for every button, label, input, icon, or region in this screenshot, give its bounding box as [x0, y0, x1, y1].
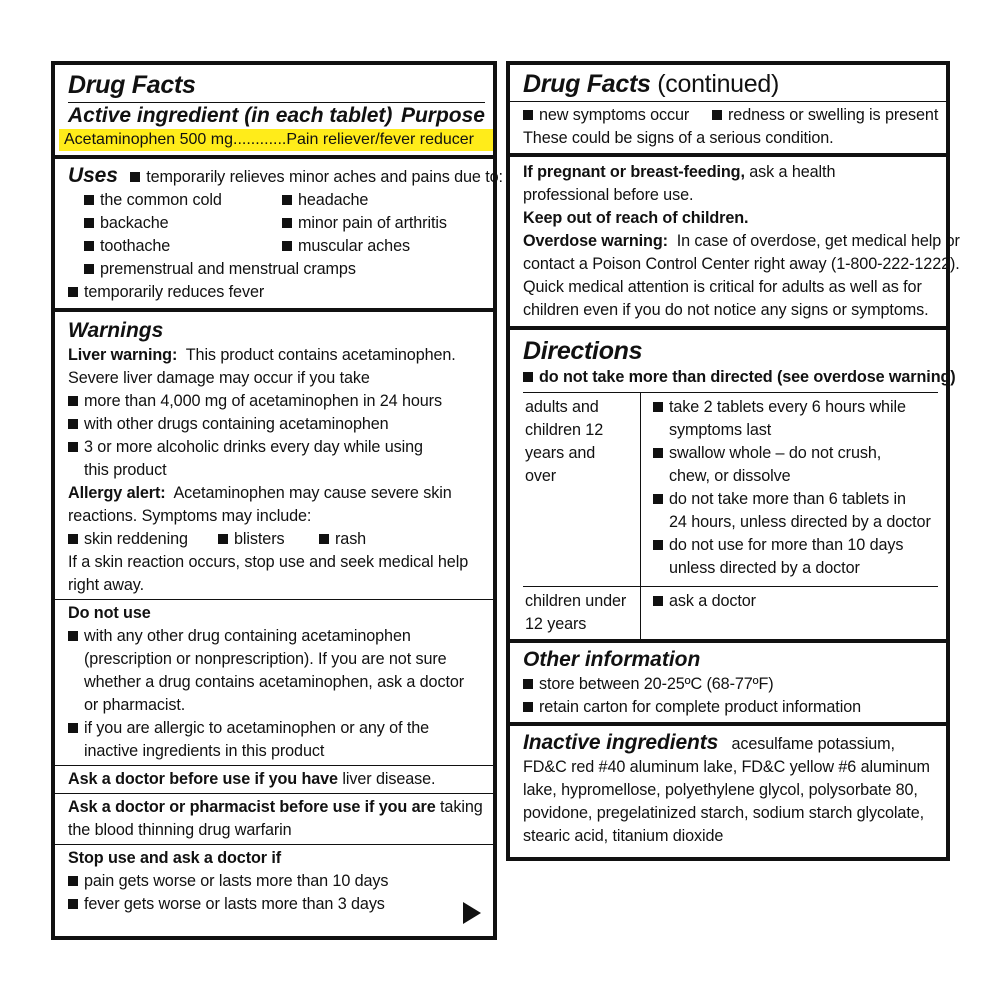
other-info-item: store between 20-25ºC (68-77ºF) — [539, 675, 774, 693]
bullet-icon — [68, 287, 78, 297]
uses-intro: temporarily relieves minor aches and pains due to: — [146, 168, 503, 186]
uses-col-2 — [282, 189, 447, 258]
liver-item: with other drugs containing acetaminophen — [84, 415, 389, 433]
purpose-heading: Purpose — [400, 104, 485, 127]
do-not-use-section — [55, 600, 493, 766]
uses-item: backache — [100, 214, 169, 232]
children-label: children under — [525, 592, 627, 610]
adult-direction-cont: symptoms last — [669, 421, 772, 439]
continued-stop-use-section — [510, 102, 946, 157]
keep-out-of-reach: Keep out of reach of children. — [523, 209, 749, 227]
overdose-warning-label: Overdose warning: — [523, 232, 668, 250]
bullet-icon — [653, 494, 663, 504]
other-information-section — [510, 643, 946, 726]
drug-facts-title: Drug Facts — [68, 71, 196, 99]
liver-warning-text: This product contains acetaminophen. — [185, 346, 456, 364]
other-information-heading: Other information — [523, 648, 701, 671]
uses-section — [55, 159, 503, 312]
skin-reaction-text: right away. — [68, 576, 144, 594]
bullet-icon — [523, 372, 533, 382]
header-section — [55, 65, 493, 159]
directions-table-row-children — [523, 586, 938, 639]
continued-header — [510, 65, 946, 102]
adult-direction: take 2 tablets every 6 hours while — [669, 398, 906, 416]
directions-table-row-adults — [523, 392, 938, 586]
bullet-icon — [68, 534, 78, 544]
uses-item: premenstrual and menstrual cramps — [100, 260, 356, 278]
inactive-ingredients-section — [510, 726, 946, 848]
uses-item: minor pain of arthritis — [298, 214, 447, 232]
uses-col-1 — [84, 189, 282, 258]
do-not-use-item-cont: (prescription or nonprescription). If you are not sure — [84, 650, 447, 668]
directions-section — [510, 330, 956, 643]
overdose-line: Quick medical attention is critical for adults as well as for — [523, 278, 922, 296]
uses-item: headache — [298, 191, 369, 209]
adult-direction: do not use for more than 10 days — [669, 536, 904, 554]
symptom-item: skin reddening — [84, 530, 188, 548]
bullet-icon — [712, 110, 722, 120]
adult-direction: swallow whole – do not crush, — [669, 444, 882, 462]
bullet-icon — [68, 631, 78, 641]
bullet-icon — [653, 448, 663, 458]
adults-label: children 12 — [525, 421, 604, 439]
bullet-icon — [523, 702, 533, 712]
inactive-first: acesulfame potassium, — [731, 735, 895, 753]
ask-pharmacist-line2: the blood thinning drug warfarin — [68, 821, 292, 839]
stop-use-item: new symptoms occur — [539, 106, 690, 124]
inactive-line: stearic acid, titanium dioxide — [523, 827, 724, 845]
uses-item: the common cold — [100, 191, 222, 209]
liver-item: 3 or more alcoholic drinks every day while using — [84, 438, 423, 456]
uses-item: toothache — [100, 237, 171, 255]
bullet-icon — [84, 195, 94, 205]
do-not-use-item-cont: or pharmacist. — [84, 696, 186, 714]
bullet-icon — [319, 534, 329, 544]
liver-item-cont: this product — [84, 461, 167, 479]
active-ingredient-header — [68, 102, 485, 129]
adults-label: adults and — [525, 398, 599, 416]
liver-item: more than 4,000 mg of acetaminophen in 24 hours — [84, 392, 442, 410]
pregnant-line2: professional before use. — [523, 186, 694, 204]
adult-direction-cont: unless directed by a doctor — [669, 559, 860, 577]
bullet-icon — [68, 876, 78, 886]
stop-use-section — [55, 845, 493, 916]
directions-main: do not take more than directed (see overdose warning) — [539, 368, 956, 386]
ask-pharmacist-section — [55, 794, 493, 845]
bullet-icon — [282, 241, 292, 251]
bullet-icon — [84, 264, 94, 274]
stop-use-item: fever gets worse or lasts more than 3 days — [84, 895, 385, 913]
adult-direction-cont: chew, or dissolve — [669, 467, 791, 485]
ask-doctor-bold: Ask a doctor before use if you have — [68, 770, 338, 788]
drug-facts-panel-left — [51, 61, 503, 940]
bullet-icon — [653, 402, 663, 412]
symptoms-row — [68, 528, 485, 551]
ask-pharmacist-text: taking — [440, 798, 483, 816]
serious-condition-text: These could be signs of a serious condition. — [523, 129, 834, 147]
adults-label: years and — [525, 444, 596, 462]
do-not-use-heading: Do not use — [68, 604, 151, 622]
children-label: 12 years — [525, 615, 587, 633]
overdose-line: In case of overdose, get medical help or — [676, 232, 960, 250]
stop-use-item: redness or swelling is present — [728, 106, 939, 124]
bullet-icon — [282, 195, 292, 205]
directions-heading: Directions — [523, 337, 643, 365]
adults-label: over — [525, 467, 557, 485]
ask-doctor-section — [55, 766, 493, 794]
bullet-icon — [653, 540, 663, 550]
stop-use-heading: Stop use and ask a doctor if — [68, 849, 282, 867]
skin-reaction-text: If a skin reaction occurs, stop use and seek medical help — [68, 553, 469, 571]
bullet-icon — [523, 679, 533, 689]
bullet-icon — [282, 218, 292, 228]
overdose-line: children even if you do not notice any signs or symptoms. — [523, 301, 929, 319]
pregnant-text: ask a health — [749, 163, 836, 181]
do-not-use-item-cont: whether a drug contains acetaminophen, ask a doctor — [84, 673, 465, 691]
bullet-icon — [68, 419, 78, 429]
other-info-item: retain carton for complete product information — [539, 698, 862, 716]
ask-doctor-text: liver disease. — [342, 770, 436, 788]
uses-item: muscular aches — [298, 237, 410, 255]
bullet-icon — [84, 218, 94, 228]
bullet-icon — [68, 723, 78, 733]
allergy-alert-text: reactions. Symptoms may include: — [68, 507, 312, 525]
allergy-alert-label: Allergy alert: — [68, 484, 166, 502]
liver-warning-text: Severe liver damage may occur if you take — [68, 369, 370, 387]
pregnancy-overdose-section — [510, 157, 960, 330]
bullet-icon — [653, 596, 663, 606]
bullet-icon — [84, 241, 94, 251]
child-direction: ask a doctor — [669, 592, 756, 610]
symptom-item: blisters — [234, 530, 285, 548]
ask-pharmacist-bold: Ask a doctor or pharmacist before use if you are — [68, 798, 436, 816]
continued-suffix: (continued) — [657, 70, 780, 98]
adult-direction: do not take more than 6 tablets in — [669, 490, 906, 508]
overdose-line: contact a Poison Control Center right away (1-800-222-1222). — [523, 255, 960, 273]
bullet-icon — [68, 899, 78, 909]
symptom-item: rash — [335, 530, 367, 548]
drug-facts-panel-right — [506, 61, 960, 861]
uses-fever: temporarily reduces fever — [84, 283, 265, 301]
inactive-line: povidone, pregelatinized starch, sodium starch glycolate, — [523, 804, 925, 822]
bullet-icon — [218, 534, 228, 544]
warnings-heading: Warnings — [68, 319, 164, 342]
do-not-use-item-cont: inactive ingredients in this product — [84, 742, 325, 760]
adult-direction-cont: 24 hours, unless directed by a doctor — [669, 513, 931, 531]
inactive-ingredients-heading: Inactive ingredients — [523, 731, 719, 754]
warnings-section — [55, 312, 493, 600]
bullet-icon — [68, 442, 78, 452]
active-ingredient-row: Acetaminophen 500 mg............Pain reliever/fever reducer — [59, 129, 493, 151]
liver-warning-label: Liver warning: — [68, 346, 178, 364]
do-not-use-item: with any other drug containing acetaminophen — [84, 627, 411, 645]
bullet-icon — [523, 110, 533, 120]
inactive-line: FD&C red #40 aluminum lake, FD&C yellow #6 aluminum — [523, 758, 930, 776]
drug-facts-continued-title: Drug Facts — [523, 70, 651, 98]
bullet-icon — [68, 396, 78, 406]
allergy-alert-text: Acetaminophen may cause severe skin — [173, 484, 452, 502]
bullet-icon — [130, 172, 140, 182]
continue-arrow-icon — [463, 902, 481, 924]
active-ingredient-heading: Active ingredient (in each tablet) — [68, 104, 393, 127]
uses-heading: Uses — [68, 164, 118, 187]
stop-use-item: pain gets worse or lasts more than 10 days — [84, 872, 389, 890]
pregnant-bold: If pregnant or breast-feeding, — [523, 163, 745, 181]
inactive-line: lake, hypromellose, polyethylene glycol, polysorbate 80, — [523, 781, 918, 799]
do-not-use-item: if you are allergic to acetaminophen or any of the — [84, 719, 430, 737]
